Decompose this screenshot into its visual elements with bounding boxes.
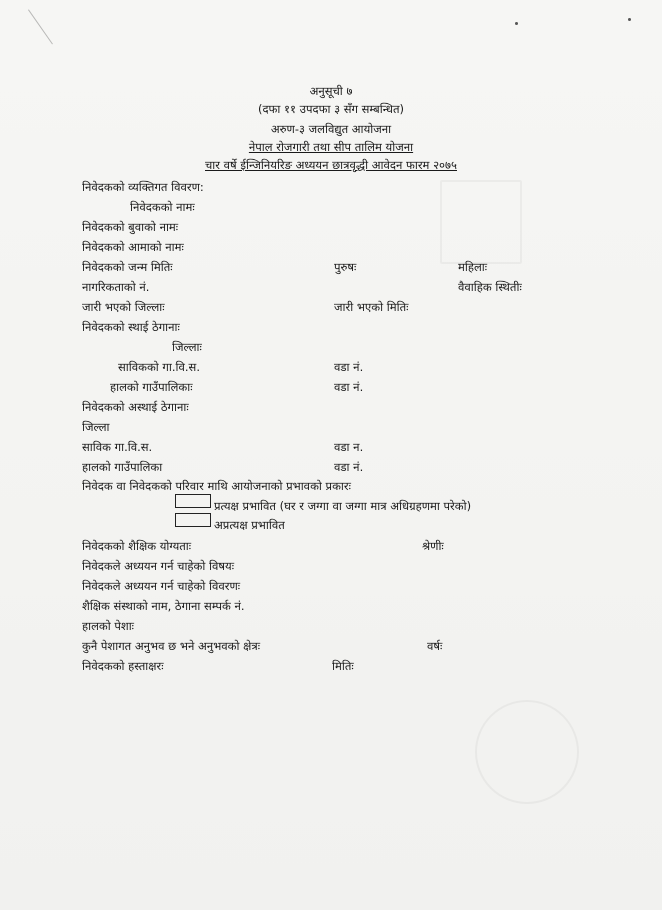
temp-district-label: जिल्ला [82, 420, 110, 434]
study-details-label: निवेदकले अध्ययन गर्न चाहेको विवरणः [82, 579, 241, 593]
study-subject-label: निवेदकले अध्ययन गर्न चाहेको विषयः [82, 559, 235, 573]
indirect-impact-label: अप्रत्यक्ष प्रभावित [214, 518, 285, 532]
experience-label: कुनै पेशागत अनुभव छ भने अनुभवको क्षेत्रः [82, 639, 261, 653]
ward-no-label: वडा नं. [334, 380, 364, 394]
scan-dot [628, 18, 631, 21]
reference-label: (दफा ११ उपदफा ३ सँग सम्बन्धित) [257, 102, 405, 116]
direct-impact-label: प्रत्यक्ष प्रभावित (घर र जग्गा वा जग्गा मात्र अधिग्रहणमा परेको) [214, 499, 472, 513]
occupation-label: हालको पेशाः [82, 619, 135, 633]
scan-dot [515, 22, 518, 25]
personal-details-heading: निवेदकको व्यक्तिगत विवरण: [82, 180, 204, 194]
ward-no-label: वडा न. [334, 440, 364, 454]
male-label: पुरुषः [334, 260, 357, 274]
mother-name-label: निवेदकको आमाको नामः [82, 240, 184, 254]
project-name: अरुण-३ जलविद्युत आयोजना [270, 122, 392, 136]
bleed-photo-box [440, 180, 522, 264]
female-label: महिलाः [458, 260, 488, 274]
current-municipality-label: हालको गाउँपालिकाः [110, 380, 193, 394]
father-name-label: निवेदकको बुवाको नामः [82, 220, 179, 234]
ward-no-label: वडा नं. [334, 360, 364, 374]
birth-date-label: निवेदकको जन्म मितिः [82, 260, 173, 274]
former-vdc-label: साविकको गा.वि.स. [118, 360, 200, 374]
schedule-label: अनुसूची ७ [309, 84, 353, 98]
bleed-seal [475, 700, 579, 804]
indirect-impact-checkbox[interactable] [175, 513, 211, 527]
impact-question-label: निवेदक वा निवेदकको परिवार माथि आयोजनाको प्रभावको प्रकारः [82, 479, 351, 493]
issued-district-label: जारी भएको जिल्लाः [82, 300, 165, 314]
direct-impact-checkbox[interactable] [175, 494, 211, 508]
education-label: निवेदकको शैक्षिक योग्यताः [82, 539, 192, 553]
applicant-name-label: निवेदकको नामः [130, 200, 195, 214]
years-label: वर्षः [427, 639, 443, 653]
institution-label: शैक्षिक संस्थाको नाम, ठेगाना सम्पर्क नं. [82, 599, 245, 613]
date-label: मितिः [332, 659, 354, 673]
ward-no-label: वडा नं. [334, 460, 364, 474]
district-label: जिल्लाः [172, 340, 202, 354]
temporary-address-label: निवेदकको अस्थाई ठेगानाः [82, 400, 189, 414]
form-title: चार वर्षे ईन्जिनियरिङ अध्ययन छात्रवृद्धी आवेदन फारम २०७५ [205, 158, 457, 172]
permanent-address-label: निवेदकको स्थाई ठेगानाः [82, 320, 180, 334]
citizenship-no-label: नागरिकताको नं. [82, 280, 150, 294]
paper-fold-mark [28, 0, 76, 44]
program-name: नेपाल रोजगारी तथा सीप तालिम योजना [248, 140, 414, 154]
issued-date-label: जारी भएको मितिः [334, 300, 409, 314]
temp-former-vdc-label: साविक गा.वि.स. [82, 440, 153, 454]
temp-current-municipality-label: हालको गाउँपालिका [82, 460, 163, 474]
marital-status-label: वैवाहिक स्थितीः [458, 280, 522, 294]
division-label: श्रेणीः [422, 539, 444, 553]
signature-label: निवेदकको हस्ताक्षरः [82, 659, 164, 673]
